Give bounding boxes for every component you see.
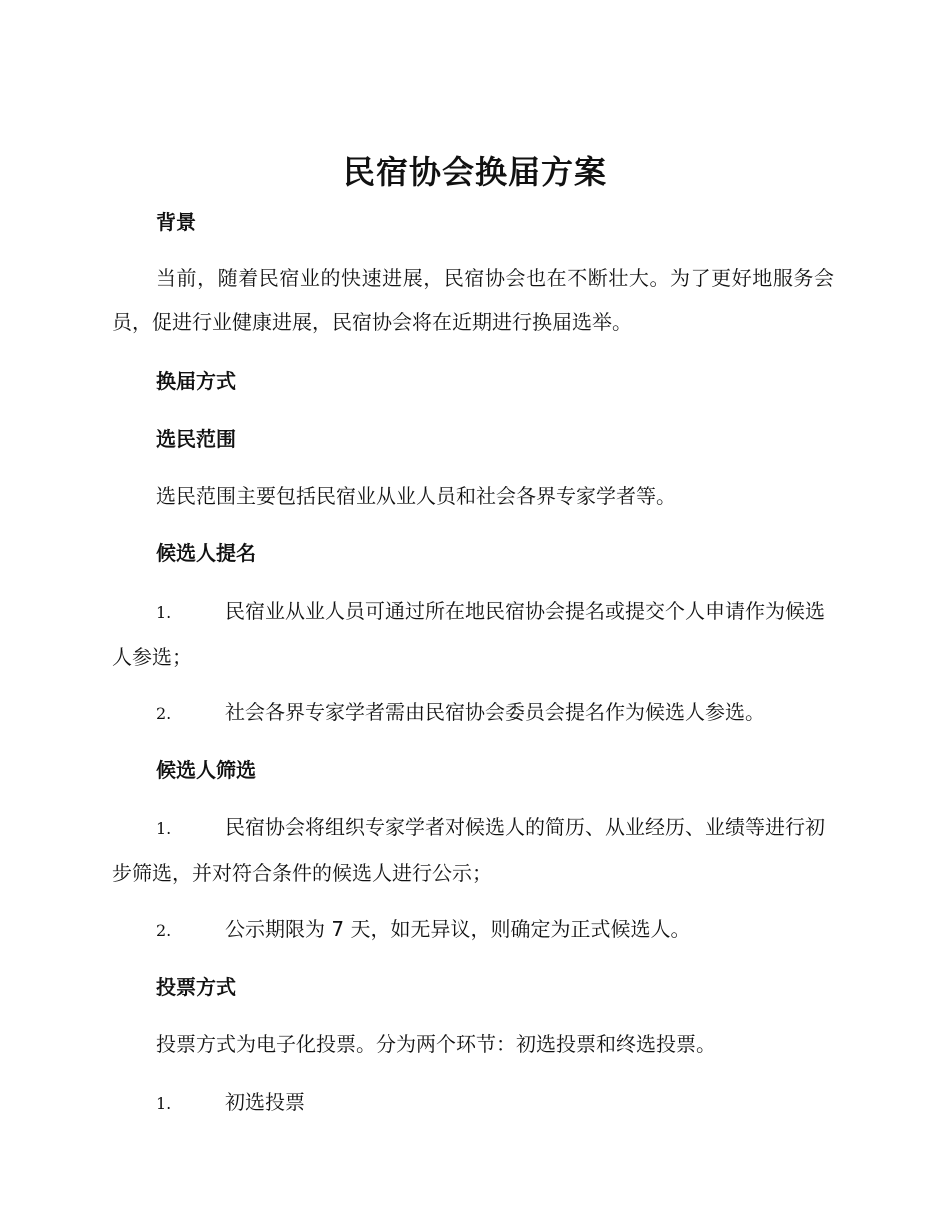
paragraph-voting-method: 投票方式为电子化投票。分为两个环节：初选投票和终选投票。: [156, 1032, 716, 1056]
list-item-voting-1: [112, 1080, 834, 1126]
list-number: 2.: [156, 921, 172, 940]
list-number: 1.: [156, 1094, 172, 1113]
heading-background: 背景: [156, 210, 196, 234]
heading-voting-method: 投票方式: [156, 975, 236, 999]
list-text: 初选投票: [225, 1090, 305, 1114]
paragraph-background: 当前，随着民宿业的快速进展，民宿协会也在不断壮大。为了更好地服务会员，促进行业健康进展，民宿协会将在近期进行换届选举。: [112, 266, 834, 334]
list-item-nomination-2: [112, 690, 834, 736]
document-title: 民宿协会换届方案: [342, 153, 607, 191]
list-text: 民宿协会将组织专家学者对候选人的简历、从业经历、业绩等进行初步筛选，并对符合条件的候选人进行公示；: [112, 815, 825, 885]
heading-candidate-screening: 候选人筛选: [156, 758, 256, 782]
paragraph-voter-scope: 选民范围主要包括民宿业从业人员和社会各界专家学者等。: [156, 484, 676, 508]
heading-election-method: 换届方式: [156, 369, 236, 393]
list-item-screening-2: [112, 907, 834, 953]
heading-candidate-nomination: 候选人提名: [156, 541, 256, 565]
list-text: 公示期限为 7 天，如无异议，则确定为正式候选人。: [225, 917, 691, 941]
list-number: 2.: [156, 704, 172, 723]
list-number: 1.: [156, 603, 172, 622]
list-text: 民宿业从业人员可通过所在地民宿协会提名或提交个人申请作为候选人参选；: [112, 599, 825, 669]
list-number: 1.: [156, 819, 172, 838]
list-item-screening-1: [112, 805, 834, 895]
list-item-nomination-1: [112, 589, 834, 679]
list-text: 社会各界专家学者需由民宿协会委员会提名作为候选人参选。: [225, 700, 765, 724]
heading-voter-scope: 选民范围: [156, 427, 236, 451]
